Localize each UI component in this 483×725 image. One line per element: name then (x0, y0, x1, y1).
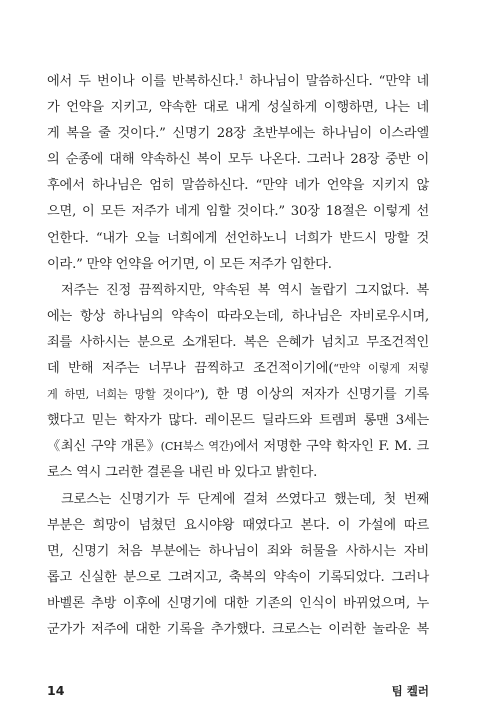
text-line (47, 356, 429, 382)
text-line (47, 434, 429, 460)
text-line (47, 69, 429, 95)
text-segment: 에서 저명한 구약 학자인 F. M. 크 (233, 439, 430, 455)
text-segment: 데 반해 저주는 너무나 끔찍하고 조건적이기에( (47, 361, 334, 377)
page-footer (47, 683, 429, 699)
text-line: 저주는 진정 끔찍하지만, 약속된 복 역시 놀랍기 그지없다. 복 (61, 282, 429, 298)
text-line: 롭고 신실한 분으로 그려지고, 축복의 약속이 기록되었다. 그러나 (47, 569, 429, 585)
text-line: 로스 역시 그러한 결론을 내린 바 있다고 밝힌다. (47, 465, 318, 481)
body-text (47, 69, 429, 643)
text-line: 에는 항상 하나님의 약속이 따라오는데, 하나님은 자비로우시며, (47, 308, 429, 324)
text-line: 바벨론 추방 이후에 신명기에 대한 기존의 인식이 바뀌었으며, 누 (47, 595, 429, 611)
text-line: 했다고 믿는 학자가 많다. 레이몬드 딜라드와 트렘퍼 롱맨 3세는 (47, 413, 429, 429)
text-line: 의 순종에 대해 약속하신 복이 모두 나온다. 그러나 28장 중반 이 (47, 152, 429, 168)
running-head-author: 팀 켈러 (391, 684, 429, 698)
text-segment: 에서 두 번이나 이를 반복하신다. (47, 74, 239, 89)
text-segment-small: 게 하면, 너희는 망할 것이다” (47, 388, 200, 402)
text-line: 후에서 하나님은 엄히 말씀하신다. “만약 네가 언약을 지키지 않 (47, 178, 429, 194)
page-number: 14 (47, 683, 65, 698)
text-segment: 하나님이 말씀하신다. “만약 네 (243, 74, 429, 89)
text-line: 크로스는 신명기가 두 단계에 걸쳐 쓰였다고 했는데, 첫 번째 (61, 491, 429, 507)
text-segment-small: “만약 이렇게 저렇 (333, 362, 429, 376)
text-line: 이라.” 만약 언약을 어기면, 이 모든 저주가 임한다. (47, 256, 332, 272)
text-line: 군가가 저주에 대한 기록을 추가했다. 크로스는 이러한 놀라운 복 (47, 621, 429, 637)
book-title: 《최신 구약 개론》 (47, 439, 161, 455)
text-segment: ), 한 명 이상의 저자가 신명기를 기록 (199, 387, 429, 403)
text-line: 죄를 사하시는 분으로 소개된다. 복은 은혜가 넘치고 무조건적인 (47, 334, 429, 350)
text-line: 으면, 이 모든 저주가 네게 임할 것이다.” 30장 18절은 이렇게 선 (47, 204, 429, 220)
text-line: 부분은 희망이 넘쳤던 요시야왕 때였다고 본다. 이 가설에 따르 (47, 517, 429, 533)
text-line: 가 언약을 지키고, 약속한 대로 내게 성실하게 이행하면, 나는 네 (47, 100, 429, 116)
text-line: 언한다. “내가 오늘 너희에게 선언하노니 너희가 반드시 망할 것 (47, 230, 429, 246)
text-segment-small: (CH북스 역간) (160, 440, 234, 454)
text-line: 면, 신명기 처음 부분에는 하나님이 죄와 허물을 사하시는 자비 (47, 543, 429, 559)
text-line: 게 복을 줄 것이다.” 신명기 28장 초반부에는 하나님이 이스라엘 (47, 126, 429, 142)
footnote-marker: 1 (238, 72, 244, 82)
text-line (47, 382, 429, 408)
